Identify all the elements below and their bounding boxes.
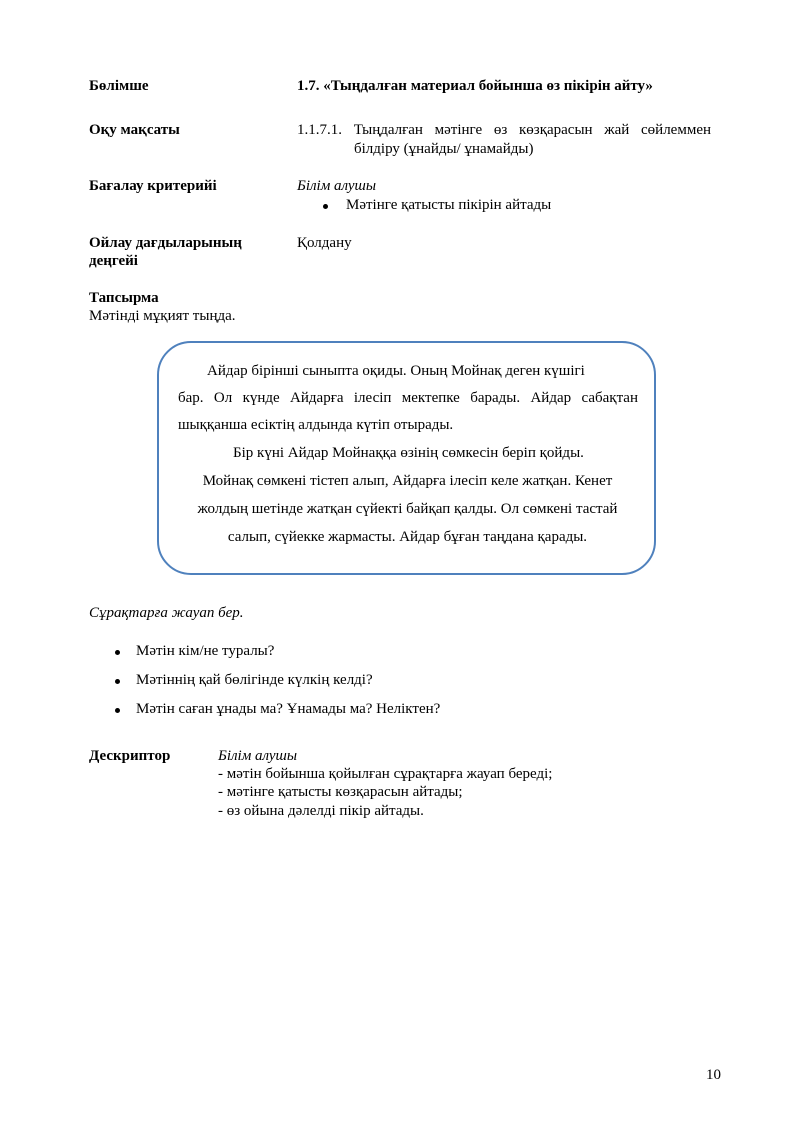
story-line-2: бар. Ол күнде Айдарға ілесіп мектепке барады. Айдар сабақтан [178, 390, 638, 406]
questions-heading: Сұрақтарға жауап бер. [89, 605, 244, 621]
criteria-label: Бағалау критерийі [89, 178, 217, 194]
question-item: Мәтіннің қай бөлігінде күлкің келді? [136, 672, 373, 688]
thinking-label-line-1: Ойлау дағдыларының [89, 235, 242, 251]
task-heading: Тапсырма [89, 290, 159, 306]
descriptor-subject: Білім алушы [218, 748, 298, 764]
section-label: Бөлімше [89, 78, 149, 94]
question-item: Мәтін саған ұнады ма? Ұнамады ма? Неліктен? [136, 701, 441, 717]
bullet-icon [115, 708, 120, 713]
story-line-4: Бір күні Айдар Мойнаққа өзінің сөмкесін беріп қойды. [233, 445, 584, 461]
bullet-icon [115, 679, 120, 684]
descriptor-item: - мәтінге қатысты көзқарасын айтады; [218, 784, 463, 800]
thinking-value: Қолдану [297, 235, 352, 251]
story-line-7: салып, сүйекке жармасты. Айдар бұған таңдана қарады. [227, 529, 588, 545]
bullet-icon [323, 204, 328, 209]
objective-label: Оқу мақсаты [89, 122, 180, 138]
story-line-5: Мойнақ сөмкені тістеп алып, Айдарға ілесіп келе жатқан. Кенет [202, 473, 613, 489]
bullet-icon [115, 650, 120, 655]
thinking-label-line-2: деңгейі [89, 253, 138, 269]
question-item: Мәтін кім/не туралы? [136, 643, 275, 659]
criteria-subject: Білім алушы [297, 178, 377, 194]
story-line-6: жолдың шетінде жатқан сүйекті байқап қалды. Ол сөмкені тастай [197, 501, 618, 517]
descriptor-label: Дескриптор [89, 748, 171, 764]
descriptor-item: - мәтін бойынша қойылған сұрақтарға жауап береді; [218, 766, 553, 782]
objective-line-2: білдіру (ұнайды/ ұнамайды) [354, 141, 534, 157]
story-line-1: Айдар бірінші сыныпта оқиды. Оның Мойнақ деген күшігі [207, 363, 585, 379]
objective-line-1: 1.1.7.1. Тыңдалған мәтінге өз көзқарасын жай сөйлеммен [297, 122, 711, 138]
criteria-item: Мәтінге қатысты пікірін айтады [346, 197, 552, 213]
section-value: 1.7. «Тыңдалған материал бойынша өз пікірін айту» [297, 78, 653, 94]
story-line-3: шыққанша есіктің алдында күтіп отырады. [178, 417, 454, 433]
descriptor-item: - өз ойына дәлелді пікір айтады. [218, 803, 424, 819]
page-number: 10 [706, 1067, 721, 1083]
task-instruction: Мәтінді мұқият тыңда. [89, 308, 236, 324]
